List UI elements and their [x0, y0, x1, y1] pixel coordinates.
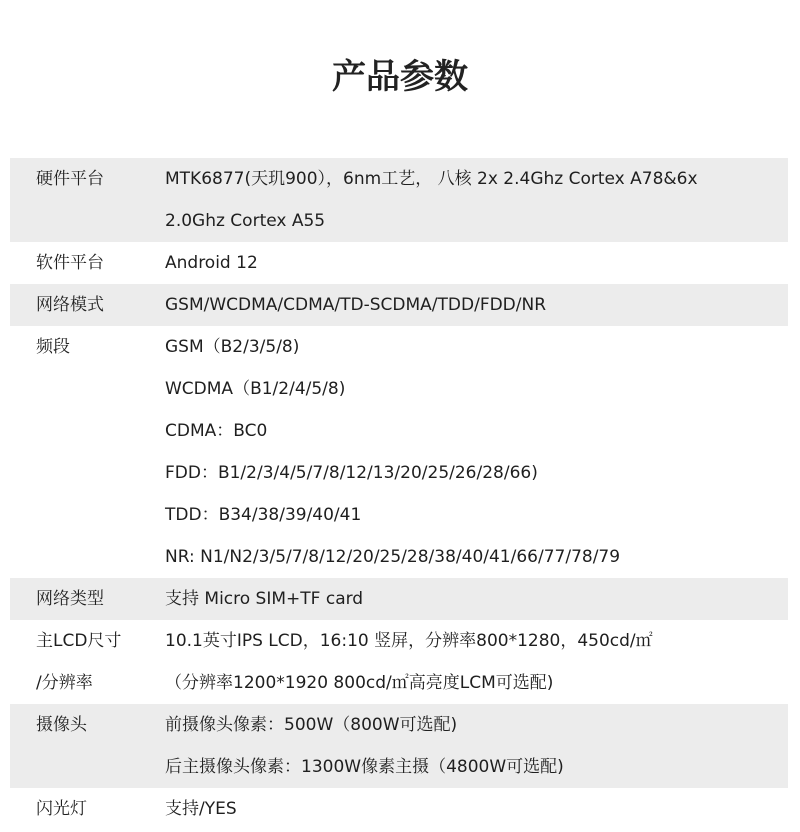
spec-label-line: 主LCD尺寸 [36, 631, 122, 651]
spec-label [10, 158, 165, 242]
spec-label [10, 284, 165, 326]
spec-value-line: 支持 Micro SIM+TF card [165, 589, 364, 609]
spec-value-line: GSM（B2/3/5/8) [165, 337, 300, 357]
spec-value [165, 788, 788, 830]
spec-label-line: 硬件平台 [36, 169, 104, 189]
spec-value-line: CDMA：BC0 [165, 421, 268, 441]
spec-value-line: 支持/YES [165, 799, 237, 819]
spec-row [10, 158, 788, 242]
spec-value-line: 2.0Ghz Cortex A55 [165, 211, 326, 231]
spec-label [10, 326, 165, 578]
spec-value [165, 326, 788, 578]
spec-row [10, 704, 788, 788]
page-title: 产品参数 [332, 57, 468, 97]
spec-value-line: Android 12 [165, 253, 258, 273]
spec-value-line: 后主摄像头像素：1300W像素主摄（4800W可选配) [165, 757, 564, 777]
spec-value-line: GSM/WCDMA/CDMA/TD-SCDMA/TDD/FDD/NR [165, 295, 547, 315]
spec-label-line: 频段 [36, 337, 70, 357]
spec-label-line: /分辨率 [36, 673, 93, 693]
spec-value-line: 10.1英寸IPS LCD，16:10 竖屏，分辨率800*1280，450cd/㎡ [165, 631, 653, 651]
spec-row [10, 284, 788, 326]
spec-label-line: 网络模式 [36, 295, 104, 315]
spec-row [10, 326, 788, 578]
spec-value [165, 578, 788, 620]
spec-value [165, 284, 788, 326]
spec-value [165, 620, 788, 704]
spec-value-line: NR: N1/N2/3/5/7/8/12/20/25/28/38/40/41/66/77/78/79 [165, 547, 621, 567]
spec-label [10, 578, 165, 620]
spec-value [165, 242, 788, 284]
spec-value [165, 704, 788, 788]
spec-value-line: MTK6877(天玑900），6nm工艺， 八核 2x 2.4Ghz Cortex A78&6x [165, 169, 698, 189]
spec-row [10, 578, 788, 620]
spec-label [10, 620, 165, 704]
spec-label [10, 704, 165, 788]
spec-value-line: （分辨率1200*1920 800cd/㎡高亮度LCM可选配) [165, 673, 554, 693]
spec-label-line: 网络类型 [36, 589, 104, 609]
spec-label [10, 788, 165, 830]
spec-label-line: 闪光灯 [36, 799, 87, 819]
spec-value [165, 158, 788, 242]
spec-label-line: 摄像头 [36, 715, 87, 735]
spec-value-line: WCDMA（B1/2/4/5/8) [165, 379, 346, 399]
spec-value-line: FDD：B1/2/3/4/5/7/8/12/13/20/25/26/28/66) [165, 463, 538, 483]
spec-table [10, 158, 788, 830]
spec-row [10, 788, 788, 830]
spec-row [10, 620, 788, 704]
spec-label-line: 软件平台 [36, 253, 104, 273]
spec-row [10, 242, 788, 284]
spec-value-line: 前摄像头像素：500W（800W可选配) [165, 715, 458, 735]
spec-label [10, 242, 165, 284]
spec-value-line: TDD：B34/38/39/40/41 [165, 505, 362, 525]
